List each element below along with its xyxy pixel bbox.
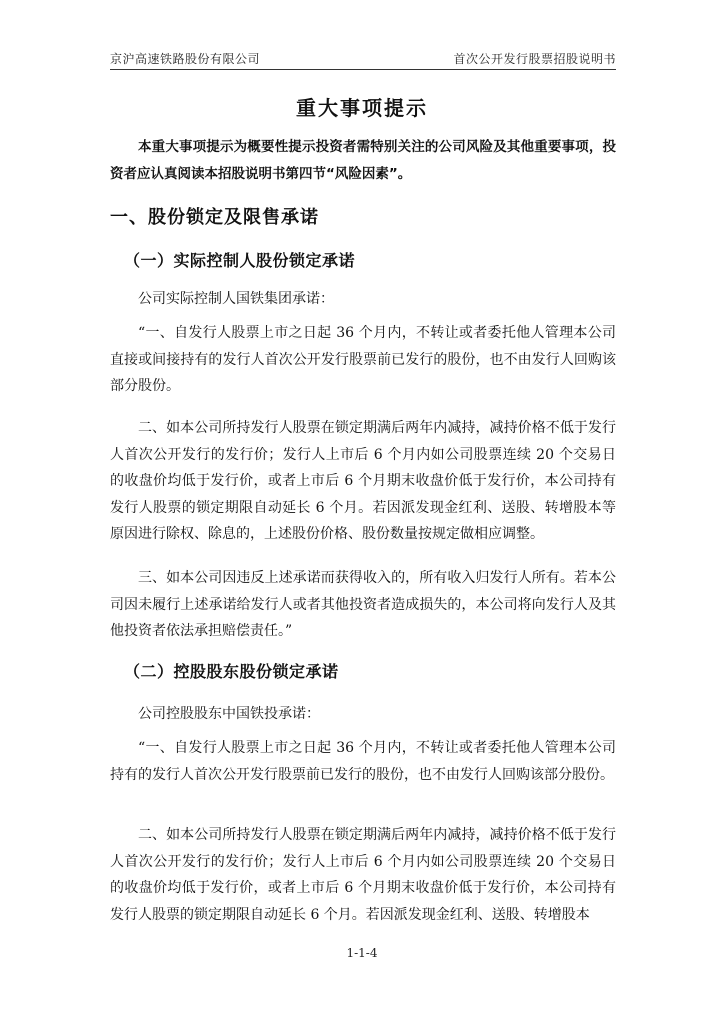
paragraph: 三、如本公司因违反上述承诺而获得收入的，所有收入归发行人所有。若本公司因未履行上述承诺给发行人或者其他投资者造成损失的，本公司将向发行人及其他投资者依法承担赔偿责任。” [110,570,616,639]
page-number: 1-1-4 [346,946,378,960]
paragraph: “一、自发行人股票上市之日起 36 个月内，不转让或者委托他人管理本公司持有的发行人首次公开发行股票前已发行的股份，也不由发行人回购该部分股份。 [110,740,616,783]
header-rule [110,69,616,70]
paragraph: 公司实际控制人国铁集团承诺： [138,291,334,307]
paragraph: 二、如本公司所持发行人股票在锁定期满后两年内减持，减持价格不低于发行人首次公开发行的发行价；发行人上市后 6 个月内如公司股票连续 20 个交易日的收盘价均低于发行价，或者上市后 6 个月期末收盘价低于发行价，本公司持有发行人股票的锁定期限自动延长 6 个月。若因派发现金红利、送股、转增股本 [110,827,616,923]
running-header [110,50,616,68]
section-heading: 一、股份锁定及限售承诺 [110,207,319,228]
paragraph: “一、自发行人股票上市之日起 36 个月内，不转让或者委托他人管理本公司直接或间接持有的发行人首次公开发行股票前已发行的股份，也不由发行人回购该部分股份。 [110,325,616,394]
paragraph: 二、如本公司所持发行人股票在锁定期满后两年内减持，减持价格不低于发行人首次公开发行的发行价；发行人上市后 6 个月内如公司股票连续 20 个交易日的收盘价均低于发行价，或者上市后 6 个月期末收盘价低于发行价，本公司持有发行人股票的锁定期限自动延长 6 个月。若因派发现金红利、送股、转增股本等原因进行除权、除息的，上述股份价格、股份数量按规定做相应调整。 [110,420,616,542]
intro-paragraph: 本重大事项提示为概要性提示投资者需特别关注的公司风险及其他重要事项，投资者应认真阅读本招股说明书第四节“风险因素”。 [110,139,616,182]
paragraph: 公司控股股东中国铁投承诺： [138,706,320,722]
subsection-heading-2: （二）控股股东股份锁定承诺 [124,662,339,681]
header-document-name: 首次公开发行股票招股说明书 [453,52,616,66]
header-company-name: 京沪高速铁路股份有限公司 [110,52,261,66]
page-title: 重大事项提示 [296,96,428,120]
subsection-heading-1: （一）实际控制人股份锁定承诺 [124,251,356,270]
